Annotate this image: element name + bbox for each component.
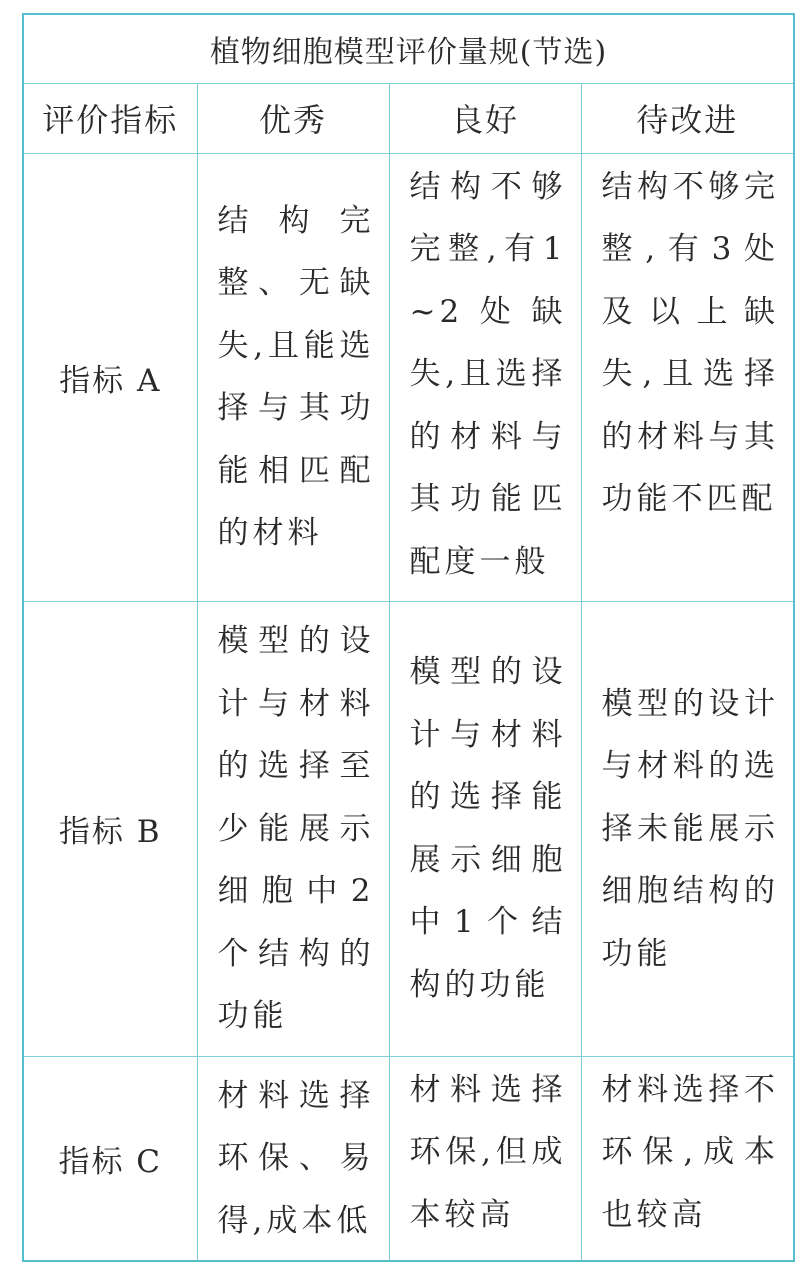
needs-improvement-cell: 模型的设计与材料的选择未能展示细胞结构的功能 xyxy=(581,602,794,1057)
table-row xyxy=(23,153,794,602)
excellent-cell: 模型的设计与材料的选择至少能展示细胞中2个结构的功能 xyxy=(197,602,389,1057)
good-cell: 结构不够完整,有1~2处缺失,且选择的材料与其功能匹配度一般 xyxy=(389,153,581,602)
table-title: 植物细胞模型评价量规(节选) xyxy=(23,14,794,83)
needs-improvement-cell: 材料选择不环保,成本也较高 xyxy=(581,1056,794,1261)
table-row xyxy=(23,602,794,1057)
table-row xyxy=(23,1056,794,1261)
header-good: 良好 xyxy=(389,83,581,153)
excellent-cell: 结构完整、无缺失,且能选择与其功能相匹配的材料 xyxy=(197,153,389,602)
indicator-label: 指标 A xyxy=(23,153,197,602)
header-indicator: 评价指标 xyxy=(23,83,197,153)
good-cell: 模型的设计与材料的选择能展示细胞中1个结构的功能 xyxy=(389,602,581,1057)
title-row xyxy=(23,14,794,83)
header-row xyxy=(23,83,794,153)
indicator-label: 指标 C xyxy=(23,1056,197,1261)
evaluation-rubric-table xyxy=(22,13,795,1262)
good-cell: 材料选择环保,但成本较高 xyxy=(389,1056,581,1261)
excellent-cell: 材料选择环保、易得,成本低 xyxy=(197,1056,389,1261)
indicator-label: 指标 B xyxy=(23,602,197,1057)
needs-improvement-cell: 结构不够完整,有3处及以上缺失,且选择的材料与其功能不匹配 xyxy=(581,153,794,602)
header-excellent: 优秀 xyxy=(197,83,389,153)
header-needs-improvement: 待改进 xyxy=(581,83,794,153)
